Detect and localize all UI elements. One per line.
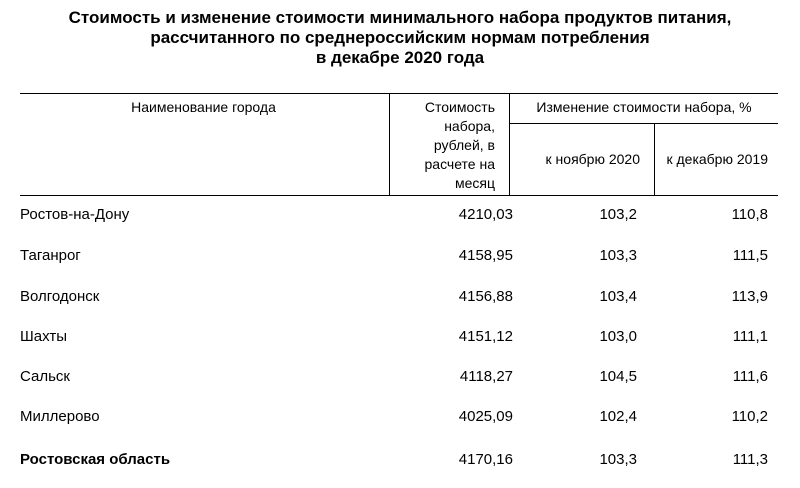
cell-cost: 4025,09 <box>458 408 513 425</box>
title-line-1: Стоимость и изменение стоимости минимального набора продуктов питания, <box>68 8 732 27</box>
header-cost-line: расчете на <box>424 156 495 172</box>
cell-cost: 4158,95 <box>458 247 513 264</box>
header-vs-nov-label: к ноябрю 2020 <box>545 151 640 167</box>
header-cost-line: Стоимость <box>424 99 495 115</box>
header-cost-line: месяц <box>454 175 495 191</box>
header-cost-line: рублей, в <box>433 137 495 153</box>
cell-vs-dec: 110,2 <box>731 408 768 425</box>
header-vs-nov <box>510 150 654 169</box>
cell-vs-dec: 110,8 <box>731 206 768 223</box>
cell-vs-dec: 111,1 <box>732 328 768 345</box>
cell-vs-dec: 111,5 <box>732 247 768 264</box>
table-row <box>20 287 778 307</box>
cell-vs-dec: 111,6 <box>732 368 768 385</box>
cell-cost: 4210,03 <box>458 206 513 223</box>
table-row <box>20 367 778 387</box>
cell-vs-nov: 104,5 <box>599 368 637 385</box>
header-vs-dec-label: к декабрю 2019 <box>666 151 768 167</box>
cell-vs-nov: 103,3 <box>599 451 637 468</box>
header-subdivider <box>509 123 778 124</box>
cell-vs-nov: 103,3 <box>599 247 637 264</box>
page-title <box>0 8 800 68</box>
header-change: Изменение стоимости набора, % <box>536 99 752 115</box>
table-header-bottom-border <box>20 195 778 196</box>
cell-vs-dec: 113,9 <box>731 288 768 305</box>
cell-city: Сальск <box>20 368 70 385</box>
cell-vs-dec: 111,3 <box>732 451 768 468</box>
cell-city: Ростов-на-Дону <box>20 206 130 223</box>
header-vs-dec <box>655 150 778 169</box>
table-row <box>20 246 778 266</box>
cell-cost: 4170,16 <box>458 451 513 468</box>
cell-city: Шахты <box>20 328 68 345</box>
header-cost-line: набора, <box>444 118 495 134</box>
cell-city: Таганрог <box>20 247 81 264</box>
cell-city: Миллерово <box>20 408 100 425</box>
table-top-border <box>20 93 778 94</box>
table-row <box>20 205 778 225</box>
cell-vs-nov: 102,4 <box>599 408 637 425</box>
cell-vs-nov: 103,2 <box>599 206 637 223</box>
table-row <box>20 327 778 347</box>
cell-city: Ростовская область <box>20 451 171 468</box>
cell-cost: 4118,27 <box>459 368 513 385</box>
cell-city: Волгодонск <box>20 288 100 305</box>
cell-vs-nov: 103,0 <box>599 328 637 345</box>
title-line-3: в декабре 2020 года <box>315 48 485 67</box>
header-cost <box>389 98 509 193</box>
table-row-total <box>20 450 778 470</box>
cell-cost: 4151,12 <box>458 328 513 345</box>
cell-vs-nov: 103,4 <box>599 288 637 305</box>
header-city: Наименование города <box>131 99 276 115</box>
title-line-2: рассчитанного по среднероссийским нормам потребления <box>150 28 650 47</box>
table-row <box>20 407 778 427</box>
cell-cost: 4156,88 <box>458 288 513 305</box>
